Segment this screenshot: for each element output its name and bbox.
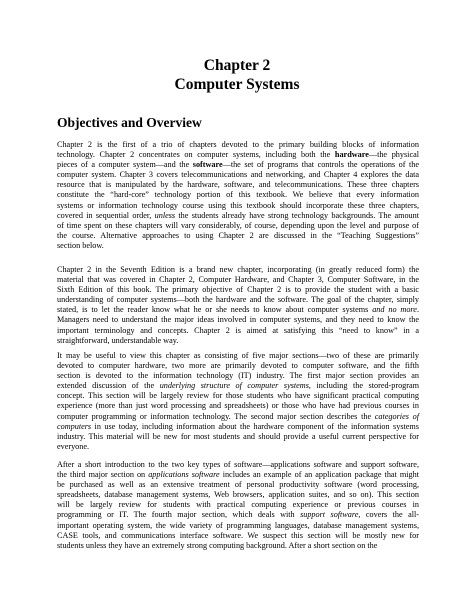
text-run: industry. This material will be new for most students and should provide a useful current perspective for bbox=[57, 431, 419, 441]
text-run: . bbox=[416, 305, 419, 315]
text-run: systems or information technology course using this textbook should incorporate these three chapters, bbox=[57, 200, 419, 210]
text-line bbox=[57, 432, 419, 442]
italic-phrase: computers bbox=[57, 421, 92, 431]
text-line bbox=[57, 480, 419, 490]
text-run: students unless they have an extremely strong computing background. After a short section on the bbox=[57, 540, 378, 550]
text-run: constitute the “hard-core” technology portion of this textbook. We believe that every information bbox=[57, 190, 419, 200]
text-line bbox=[57, 326, 419, 336]
text-line bbox=[57, 170, 419, 180]
text-run: the course. Alternative approaches to using Chapter 2 are discussed in the “Teaching Suggestions” bbox=[57, 230, 419, 240]
text-run: be purchased as well as an extensive treatment of personal productivity software (word processing, bbox=[57, 480, 419, 490]
text-run: stated, is to let the reader know what he or she needs to know about computer systems bbox=[57, 305, 373, 315]
text-line bbox=[57, 412, 419, 422]
italic-phrase: categories of bbox=[374, 411, 419, 421]
text-run: concept. This section will be largely review for those students who have significant practical computing bbox=[57, 391, 419, 401]
text-line bbox=[57, 422, 419, 432]
text-line bbox=[57, 211, 419, 221]
text-line bbox=[57, 201, 419, 211]
text-line bbox=[57, 305, 419, 315]
text-run: the third major section on bbox=[57, 470, 149, 480]
text-line bbox=[57, 470, 419, 480]
text-run: straightforward, understandable way. bbox=[57, 335, 179, 345]
text-line bbox=[57, 531, 419, 541]
text-line bbox=[57, 541, 419, 551]
text-line bbox=[57, 460, 419, 470]
text-run: computer system. Chapter 3 covers telecommunications and networking, and Chapter 4 explores the data bbox=[57, 170, 419, 180]
text-run: section below. bbox=[57, 240, 104, 250]
text-run: Chapter 2 is the first of a trio of chapters devoted to the primary building blocks of information bbox=[57, 140, 419, 149]
text-run: computer programming or information technology. The second major section describes the bbox=[57, 411, 375, 421]
text-line bbox=[57, 336, 419, 346]
text-line bbox=[57, 500, 419, 510]
text-line bbox=[57, 160, 419, 170]
paragraph bbox=[57, 140, 419, 251]
text-run: , including the stored-program bbox=[308, 381, 420, 391]
text-run: understanding of computer systems—both the hardware and the software. The goal of the chapter, simply bbox=[57, 295, 419, 305]
text-run: —the set of programs that controls the operations of the bbox=[222, 160, 419, 170]
chapter-number: Chapter 2 bbox=[203, 57, 271, 74]
text-run: pieces of a computer system—and the bbox=[57, 160, 193, 170]
text-run: , covers the all- bbox=[358, 510, 419, 520]
text-line bbox=[57, 285, 419, 295]
italic-phrase: support software bbox=[300, 510, 359, 520]
italic-phrase: underlying structure of computer systems bbox=[159, 381, 309, 391]
text-line bbox=[57, 150, 419, 160]
text-run: of time spent on these chapters will vary considerably, of course, depending upon the level and purpose of bbox=[57, 220, 419, 230]
text-line bbox=[57, 265, 419, 275]
text-run: Managers need to understand the major ideas involved in computer systems, and they need to know the bbox=[57, 315, 419, 325]
text-run: the students already have strong technology backgrounds. The amount bbox=[175, 210, 419, 220]
text-line bbox=[57, 391, 419, 401]
text-line bbox=[57, 221, 419, 231]
text-run: —the physical bbox=[368, 150, 420, 160]
text-line bbox=[57, 521, 419, 531]
text-run: will be largely review for students with practical computing experience or previous courses in bbox=[57, 500, 419, 510]
text-run: devoted to computer hardware, two more are primarily devoted to computer software, and the fifth bbox=[57, 361, 419, 371]
text-line bbox=[57, 231, 419, 241]
text-run: everyone. bbox=[57, 441, 90, 451]
paragraph bbox=[57, 351, 419, 452]
text-line bbox=[57, 401, 419, 411]
italic-phrase: unless bbox=[154, 210, 176, 220]
text-run: Chapter 2 in the Seventh Edition is a brand new chapter, incorporating (in greatly reduced form) the bbox=[57, 265, 419, 274]
paragraph bbox=[57, 460, 419, 551]
section-heading: Objectives and Overview bbox=[57, 115, 202, 130]
text-line bbox=[57, 180, 419, 190]
text-run: CASE tools, and communications interface software. We suspect this section will be mostly new for bbox=[57, 530, 419, 540]
text-run: includes an example of an application package that might bbox=[219, 470, 419, 480]
paragraph bbox=[57, 265, 419, 346]
text-line bbox=[57, 295, 419, 305]
text-line bbox=[57, 381, 419, 391]
text-run: important operating system, the wide variety of programming languages, database management systems, bbox=[57, 520, 419, 530]
bold-term: software bbox=[192, 160, 223, 170]
text-line bbox=[57, 371, 419, 381]
text-line bbox=[57, 351, 419, 361]
text-run: Sixth Edition of this book. The primary objective of Chapter 2 is to provide the student with a basic bbox=[57, 285, 419, 295]
text-line bbox=[57, 442, 419, 452]
text-line bbox=[57, 510, 419, 520]
text-run: programming or IT. The fourth major section, which deals with bbox=[57, 510, 301, 520]
text-run: in use today, including information about the hardware component of the information systems bbox=[91, 421, 419, 431]
text-line bbox=[57, 361, 419, 371]
text-line bbox=[57, 140, 419, 150]
text-line bbox=[57, 241, 419, 251]
italic-phrase: applications software bbox=[148, 470, 220, 480]
text-run: covered in sequential order, bbox=[57, 210, 155, 220]
text-line bbox=[57, 190, 419, 200]
text-line bbox=[57, 315, 419, 325]
text-run: extended discussion of the bbox=[57, 381, 160, 391]
text-run: material that was covered in Chapter 2, Computer Hardware, and Chapter 3, Computer Software, in the bbox=[57, 275, 419, 285]
text-run: After a short introduction to the two key types of software—applications software and support software, bbox=[57, 460, 419, 469]
text-run: technology. Chapter 2 concentrates on computer systems, including both the bbox=[57, 150, 335, 160]
bold-term: hardware bbox=[334, 150, 369, 160]
text-line bbox=[57, 275, 419, 285]
text-run: It may be useful to view this chapter as consisting of five major sections—two of these are primarily bbox=[57, 351, 419, 360]
italic-phrase: and no more bbox=[372, 305, 417, 315]
text-run: resource that is manipulated by the hardware, software, and telecommunications. These three chapters bbox=[57, 180, 419, 190]
text-run: important terminology and concepts. Chapter 2 is aimed at satisfying this “need to know” in a bbox=[57, 325, 419, 335]
text-run: spreadsheets, database management systems, Web browsers, application suites, and so on). This section bbox=[57, 490, 419, 500]
chapter-title: Computer Systems bbox=[174, 76, 300, 93]
text-line bbox=[57, 490, 419, 500]
text-run: experience (more than just word processing and spreadsheets) or those who have had previous courses in bbox=[57, 401, 419, 411]
text-run: section is devoted to the information technology (IT) industry. The first major section provides an bbox=[57, 371, 419, 381]
